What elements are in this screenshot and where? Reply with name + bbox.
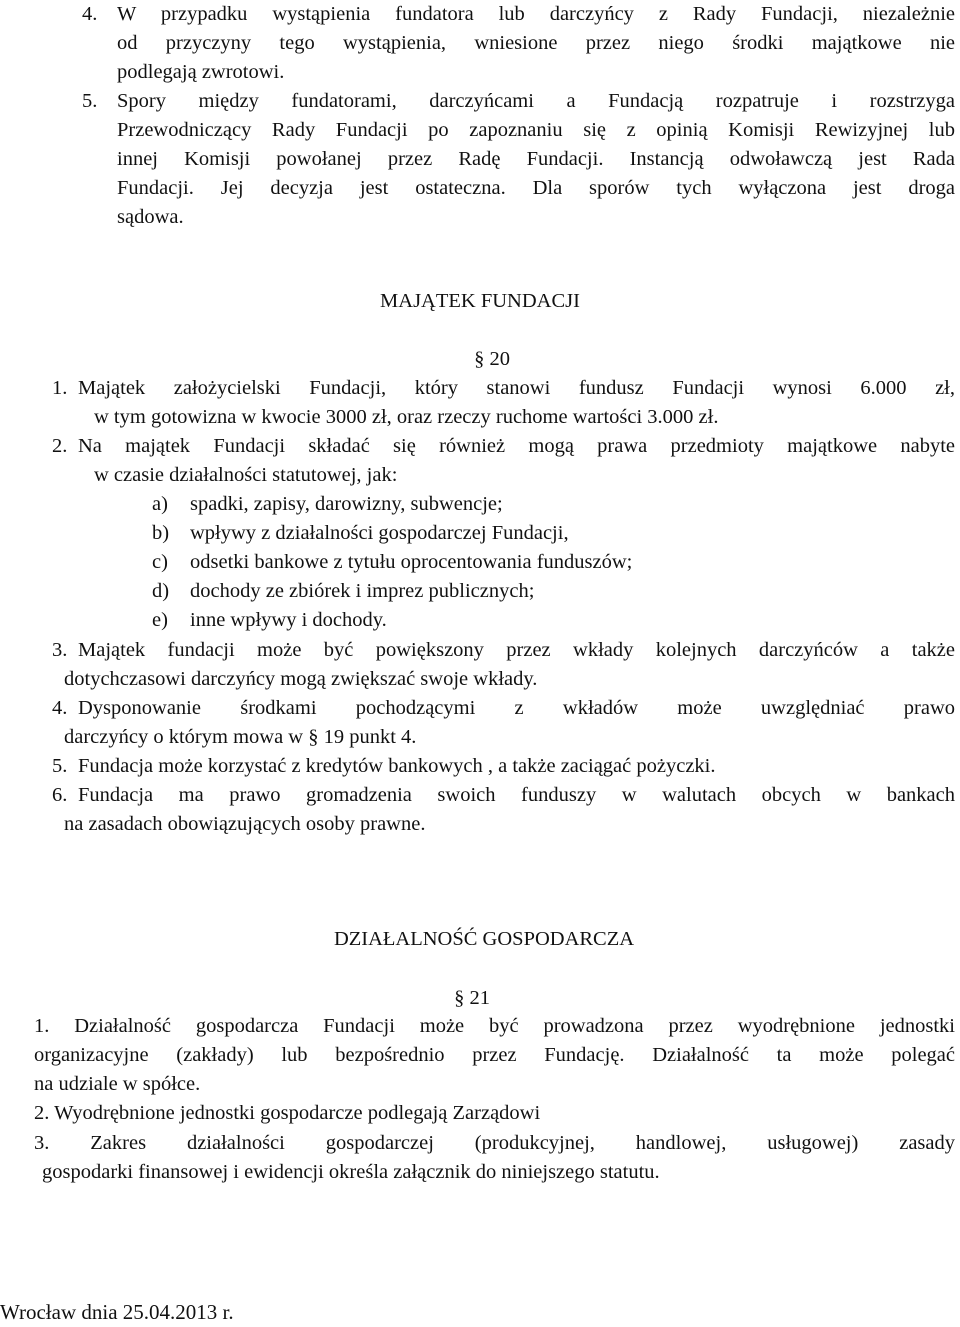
paragraph-line: Fundacja może korzystać z kredytów bankowych , a także zaciągać pożyczki. [78,755,716,777]
section-number: § 21 [454,987,490,1009]
paragraph-line: Przewodniczący Rady Fundacji po zapoznaniu się z opinią Komisji Rewizyjnej lub [117,119,955,141]
point-number: 6. [52,784,68,806]
section-number: § 20 [474,348,510,370]
list-item-label: e) [152,609,168,631]
section-heading: DZIAŁALNOŚĆ GOSPODARCZA [333,928,635,950]
paragraph-line: Dysponowanie środkami pochodzącymi z wkładów może uwzględniać prawo [78,697,955,719]
paragraph-line: w tym gotowizna w kwocie 3000 zł, oraz rzeczy ruchome wartości 3.000 zł. [94,406,719,428]
list-item: inne wpływy i dochody. [190,609,387,631]
paragraph-line: W przypadku wystąpienia fundatora lub darczyńcy z Rady Fundacji, niezależnie [117,3,955,25]
list-item: spadki, zapisy, darowizny, subwencje; [190,493,503,515]
point-number: 3. [52,639,68,661]
paragraph-line: Spory między fundatorami, darczyńcami a Fundacją rozpatruje i rozstrzyga [117,90,955,112]
paragraph-line: na udziale w spółce. [34,1073,201,1095]
paragraph-line: Majątek fundacji może być powiększony przez wkłady kolejnych darczyńców a także [78,639,955,661]
paragraph-line: w czasie działalności statutowej, jak: [94,464,398,486]
paragraph-line: sądowa. [117,206,184,228]
section-heading: MAJĄTEK FUNDACJI [380,290,580,312]
date-footer: Wrocław dnia 25.04.2013 r. [0,1300,234,1324]
point-number: 1. [52,377,68,399]
paragraph-line: 1. Działalność gospodarcza Fundacji może być prowadzona przez wyodrębnione jednostki [34,1015,955,1037]
list-item: odsetki bankowe z tytułu oprocentowania funduszów; [190,551,633,573]
paragraph-line: Fundacji. Jej decyzja jest ostateczna. Dla sporów tych wyłączona jest droga [117,177,955,199]
paragraph-line: 2. Wyodrębnione jednostki gospodarcze podlegają Zarządowi [34,1102,541,1124]
list-item-label: d) [152,580,170,602]
paragraph-line: na zasadach obowiązujących osoby prawne. [64,813,426,835]
paragraph-line: innej Komisji powołanej przez Radę Fundacji. Instancją odwoławczą jest Rada [117,148,955,170]
list-item-label: a) [152,493,168,515]
paragraph-line: darczyńcy o którym mowa w § 19 punkt 4. [64,726,417,748]
list-item-label: b) [152,522,170,544]
point-number: 4. [82,3,98,25]
point-number: 4. [52,697,68,719]
point-number: 2. [52,435,68,457]
paragraph-line: Majątek założycielski Fundacji, który stanowi fundusz Fundacji wynosi 6.000 zł, [78,377,955,399]
point-number: 5. [52,755,68,777]
paragraph-line: Na majątek Fundacji składać się również mogą prawa przedmioty majątkowe nabyte [78,435,955,457]
paragraph-line: Fundacja ma prawo gromadzenia swoich funduszy w walutach obcych w bankach [78,784,955,806]
point-number: 5. [82,90,98,112]
paragraph-line: gospodarki finansowej i ewidencji określa załącznik do niniejszego statutu. [42,1161,660,1183]
list-item: wpływy z działalności gospodarczej Fundacji, [190,522,569,544]
list-item-label: c) [152,551,168,573]
paragraph-line: od przyczyny tego wystąpienia, wniesione przez niego środki majątkowe nie [117,32,955,54]
list-item: dochody ze zbiórek i imprez publicznych; [190,580,535,602]
paragraph-line: dotychczasowi darczyńcy mogą zwiększać swoje wkłady. [64,668,538,690]
paragraph-line: organizacyjne (zakłady) lub bezpośrednio przez Fundację. Działalność ta może polegać [34,1044,955,1066]
paragraph-line: podlegają zwrotowi. [117,61,285,83]
paragraph-line: 3. Zakres działalności gospodarczej (produkcyjnej, handlowej, usługowej) zasady [34,1132,955,1154]
